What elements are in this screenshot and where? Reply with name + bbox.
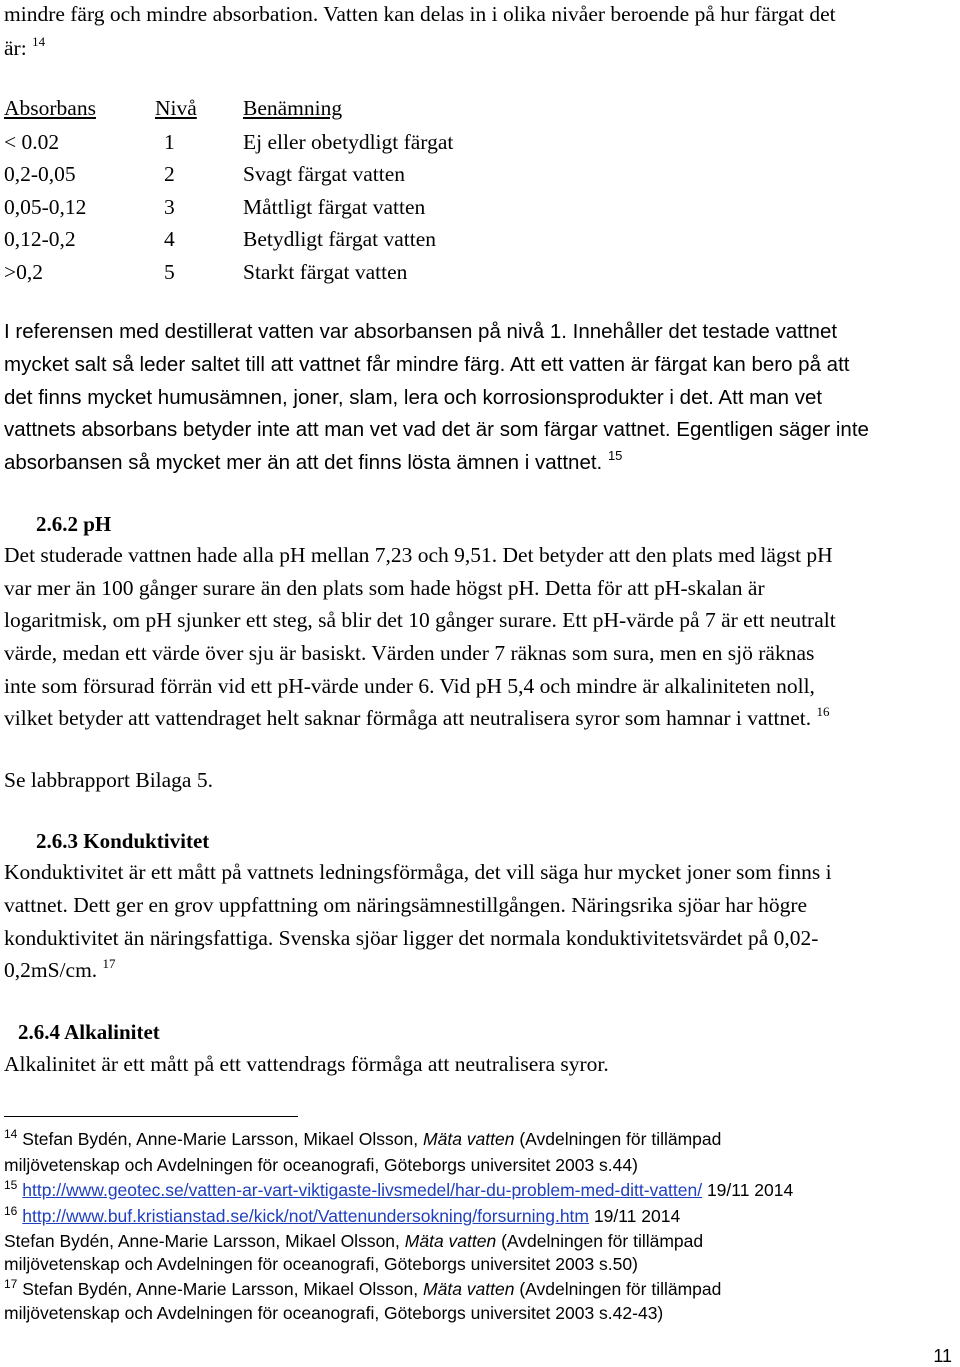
section-heading-alkalinitet: 2.6.4 Alkalinitet <box>18 1020 160 1044</box>
table-header-row <box>0 96 960 120</box>
paragraph-line: var mer än 100 gånger surare än den plats som hade högst pH. Detta för att pH-skalan är <box>4 576 765 600</box>
paragraph-line: vattnets absorbans betyder inte att man vet vad det är som färgar vattnet. Egentligen säger inte <box>4 418 869 441</box>
paragraph-line: 0,2mS/cm. $^{17}$ <box>4 956 116 982</box>
footnote-15: $^{15}$ http://www.geotec.se/vatten-ar-vart-viktigaste-livsmedel/har-du-problem-med-ditt-vatten/ 19/11 2014 <box>4 1178 794 1200</box>
intro-line-2: är: $^{14}$ <box>4 34 46 60</box>
paragraph-line: vilket betyder att vattendraget helt saknar förmåga att neutralisera syror som hamnar i vattnet. $^{16}$ <box>4 704 830 730</box>
paragraph-line: absorbansen så mycket mer än att det finns lösta ämnen i vattnet. $^{15}$ <box>4 448 623 474</box>
table-cell-benamning: Betydligt färgat vatten <box>243 227 437 251</box>
paragraph-line: inte som försurad förrän vid ett pH-värde under 6. Vid pH 5,4 och mindre är alkaliniteten noll, <box>4 674 815 698</box>
table-cell-niva: 5 <box>164 260 175 284</box>
footnote-16-link[interactable]: http://www.buf.kristianstad.se/kick/not/Vattenundersokning/forsurning.htm <box>22 1206 590 1226</box>
footnote-ref-14[interactable]: 14 <box>32 34 46 49</box>
table-cell-benamning: Ej eller obetydligt färgat <box>243 130 454 154</box>
footnote-17-line-2: miljövetenskap och Avdelningen för oceanografi, Göteborgs universitet 2003 s.42-43) <box>4 1303 664 1323</box>
paragraph-line: mycket salt så leder saltet till att vattnet får mindre färg. Att ett vatten är färgat kan bero på att <box>4 353 850 376</box>
paragraph-line: Alkalinitet är ett mått på ett vattendrags förmåga att neutralisera syror. <box>4 1052 609 1076</box>
table-cell-benamning: Svagt färgat vatten <box>243 162 405 186</box>
table-cell-absorbans: 0,12-0,2 <box>4 227 76 251</box>
table-cell-niva: 3 <box>164 195 175 219</box>
table-cell-absorbans: < 0.02 <box>4 130 60 154</box>
table-cell-niva: 4 <box>164 227 175 251</box>
table-cell-absorbans: >0,2 <box>4 260 44 284</box>
paragraph-line: Konduktivitet är ett mått på vattnets ledningsförmåga, det vill säga hur mycket joner som finns i <box>4 860 832 884</box>
footnote-separator <box>4 1116 298 1117</box>
footnote-number: 14 <box>4 1127 18 1141</box>
table-cell-benamning: Starkt färgat vatten <box>243 260 408 284</box>
table-header-benamning: Benämning <box>243 96 343 120</box>
table-row <box>0 260 960 284</box>
footnote-number: 15 <box>4 1178 18 1192</box>
table-cell-benamning: Måttligt färgat vatten <box>243 195 426 219</box>
table-row <box>0 227 960 251</box>
table-row <box>0 195 960 219</box>
footnote-number: 16 <box>4 1204 18 1218</box>
paragraph-line: Det studerade vattnen hade alla pH mellan 7,23 och 9,51. Det betyder att den plats med lägst pH <box>4 543 833 567</box>
table-header-niva: Nivå <box>155 96 197 120</box>
section-heading-ph: 2.6.2 pH <box>36 512 112 536</box>
footnote-14: $^{14}$ Stefan Bydén, Anne-Marie Larsson, Mikael Olsson, Mäta vatten (Avdelningen för tillämpad <box>4 1127 722 1149</box>
table-cell-absorbans: 0,2-0,05 <box>4 162 76 186</box>
table-cell-niva: 2 <box>164 162 175 186</box>
table-row <box>0 162 960 186</box>
paragraph-line: konduktivitet än näringsfattiga. Svenska sjöar ligger det normala konduktivitetsvärdet på 0,02- <box>4 926 819 950</box>
footnote-16: $^{16}$ http://www.buf.kristianstad.se/kick/not/Vattenundersokning/forsurning.htm 19/11 2014 <box>4 1204 681 1226</box>
section-heading-konduktivitet: 2.6.3 Konduktivitet <box>36 829 210 853</box>
table-row <box>0 130 960 154</box>
table-cell-niva: 1 <box>164 130 175 154</box>
intro-line-1: mindre färg och mindre absorbation. Vatten kan delas in i olika nivåer beroende på hur färgat det <box>4 2 836 26</box>
footnote-number: 17 <box>4 1277 18 1291</box>
footnote-16-line-2: Stefan Bydén, Anne-Marie Larsson, Mikael Olsson, Mäta vatten (Avdelningen för tillämpad <box>4 1231 704 1251</box>
paragraph-line: vattnet. Dett ger en grov uppfattning om näringsämnestillgången. Näringsrika sjöar har högre <box>4 893 808 917</box>
footnote-ref-15[interactable]: 15 <box>607 448 623 463</box>
see-also-line: Se labbrapport Bilaga 5. <box>4 768 213 792</box>
paragraph-line: I referensen med destillerat vatten var absorbansen på nivå 1. Innehåller det testade vattnet <box>4 320 838 343</box>
footnote-15-link[interactable]: http://www.geotec.se/vatten-ar-vart-viktigaste-livsmedel/har-du-problem-med-ditt-vatten/ <box>22 1180 703 1200</box>
page-number: 11 <box>933 1346 952 1366</box>
paragraph-line: värde, medan ett värde över sju är basiskt. Värden under 7 räknas som sura, men en sjö räknas <box>4 641 815 665</box>
footnote-14-line-2: miljövetenskap och Avdelningen för oceanografi, Göteborgs universitet 2003 s.44) <box>4 1155 638 1175</box>
footnote-17: $^{17}$ Stefan Bydén, Anne-Marie Larsson, Mikael Olsson, Mäta vatten (Avdelningen för tillämpad <box>4 1277 722 1299</box>
paragraph-line: det finns mycket humusämnen, joner, slam, lera och korrosionsprodukter i det. Att man vet <box>4 386 823 409</box>
footnote-ref-16[interactable]: 16 <box>816 704 830 719</box>
paragraph-line: logaritmisk, om pH sjunker ett steg, så blir det 10 gånger surare. Ett pH-värde på 7 är ett neutralt <box>4 608 836 632</box>
footnote-ref-17[interactable]: 17 <box>102 956 116 971</box>
table-header-absorbans: Absorbans <box>4 96 96 120</box>
footnote-16-line-3: miljövetenskap och Avdelningen för oceanografi, Göteborgs universitet 2003 s.50) <box>4 1254 638 1274</box>
table-cell-absorbans: 0,05-0,12 <box>4 195 87 219</box>
